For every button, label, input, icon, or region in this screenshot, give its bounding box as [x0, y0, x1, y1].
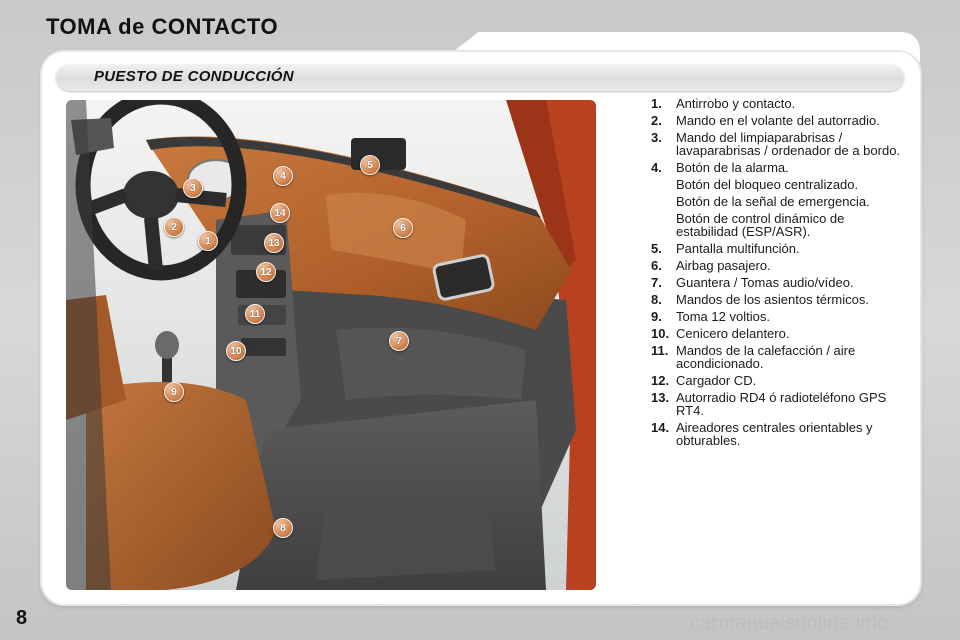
- list-item: 2. Mando en el volante del autorradio.: [651, 113, 880, 128]
- marker-3: 3: [183, 178, 203, 198]
- page-number: 8: [16, 607, 28, 629]
- list-item: 6. Airbag pasajero.: [651, 258, 771, 273]
- marker-2: 2: [164, 217, 184, 237]
- list-item: 3. Mando del limpiaparabrisas / lavaparabrisas / ordenador de a bordo.: [651, 130, 901, 158]
- marker-14: 14: [270, 203, 290, 223]
- section-title: PUESTO DE CONDUCCIÓN: [94, 68, 294, 85]
- list-item: 8. Mandos de los asientos térmicos.: [651, 292, 869, 307]
- list-item: 4. Botón de la alarma.: [651, 160, 789, 175]
- page-title: TOMA de CONTACTO: [46, 14, 279, 39]
- list-item: 10. Cenicero delantero.: [651, 326, 790, 341]
- list-item: 7. Guantera / Tomas audio/vídeo.: [651, 275, 854, 290]
- list-item: 5. Pantalla multifunción.: [651, 241, 800, 256]
- marker-12: 12: [256, 262, 276, 282]
- list-subitem: Botón de la señal de emergencia.: [676, 194, 870, 209]
- list-item: 9. Toma 12 voltios.: [651, 309, 770, 324]
- marker-9: 9: [164, 382, 184, 402]
- marker-6: 6: [393, 218, 413, 238]
- dashboard-illustration: [66, 100, 596, 590]
- list-item: 11. Mandos de la calefacción / aire acondicionado.: [651, 343, 856, 371]
- marker-13: 13: [264, 233, 284, 253]
- legend-list: [651, 97, 903, 451]
- marker-1: 1: [198, 231, 218, 251]
- list-subitem: Botón de control dinámico de estabilidad (ESP/ASR).: [676, 211, 845, 239]
- marker-7: 7: [389, 331, 409, 351]
- list-item: 12. Cargador CD.: [651, 373, 757, 388]
- marker-10: 10: [226, 341, 246, 361]
- list-item: 14. Aireadores centrales orientables y obturables.: [651, 420, 873, 448]
- marker-11: 11: [245, 304, 265, 324]
- list-subitem: Botón del bloqueo centralizado.: [676, 177, 859, 192]
- marker-5: 5: [360, 155, 380, 175]
- marker-4: 4: [273, 166, 293, 186]
- list-item: 13. Autorradio RD4 ó radioteléfono GPS RT4.: [651, 390, 887, 418]
- watermark: carmanualsonline.info: [690, 612, 889, 634]
- marker-8: 8: [273, 518, 293, 538]
- list-item: 1. Antirrobo y contacto.: [651, 96, 796, 111]
